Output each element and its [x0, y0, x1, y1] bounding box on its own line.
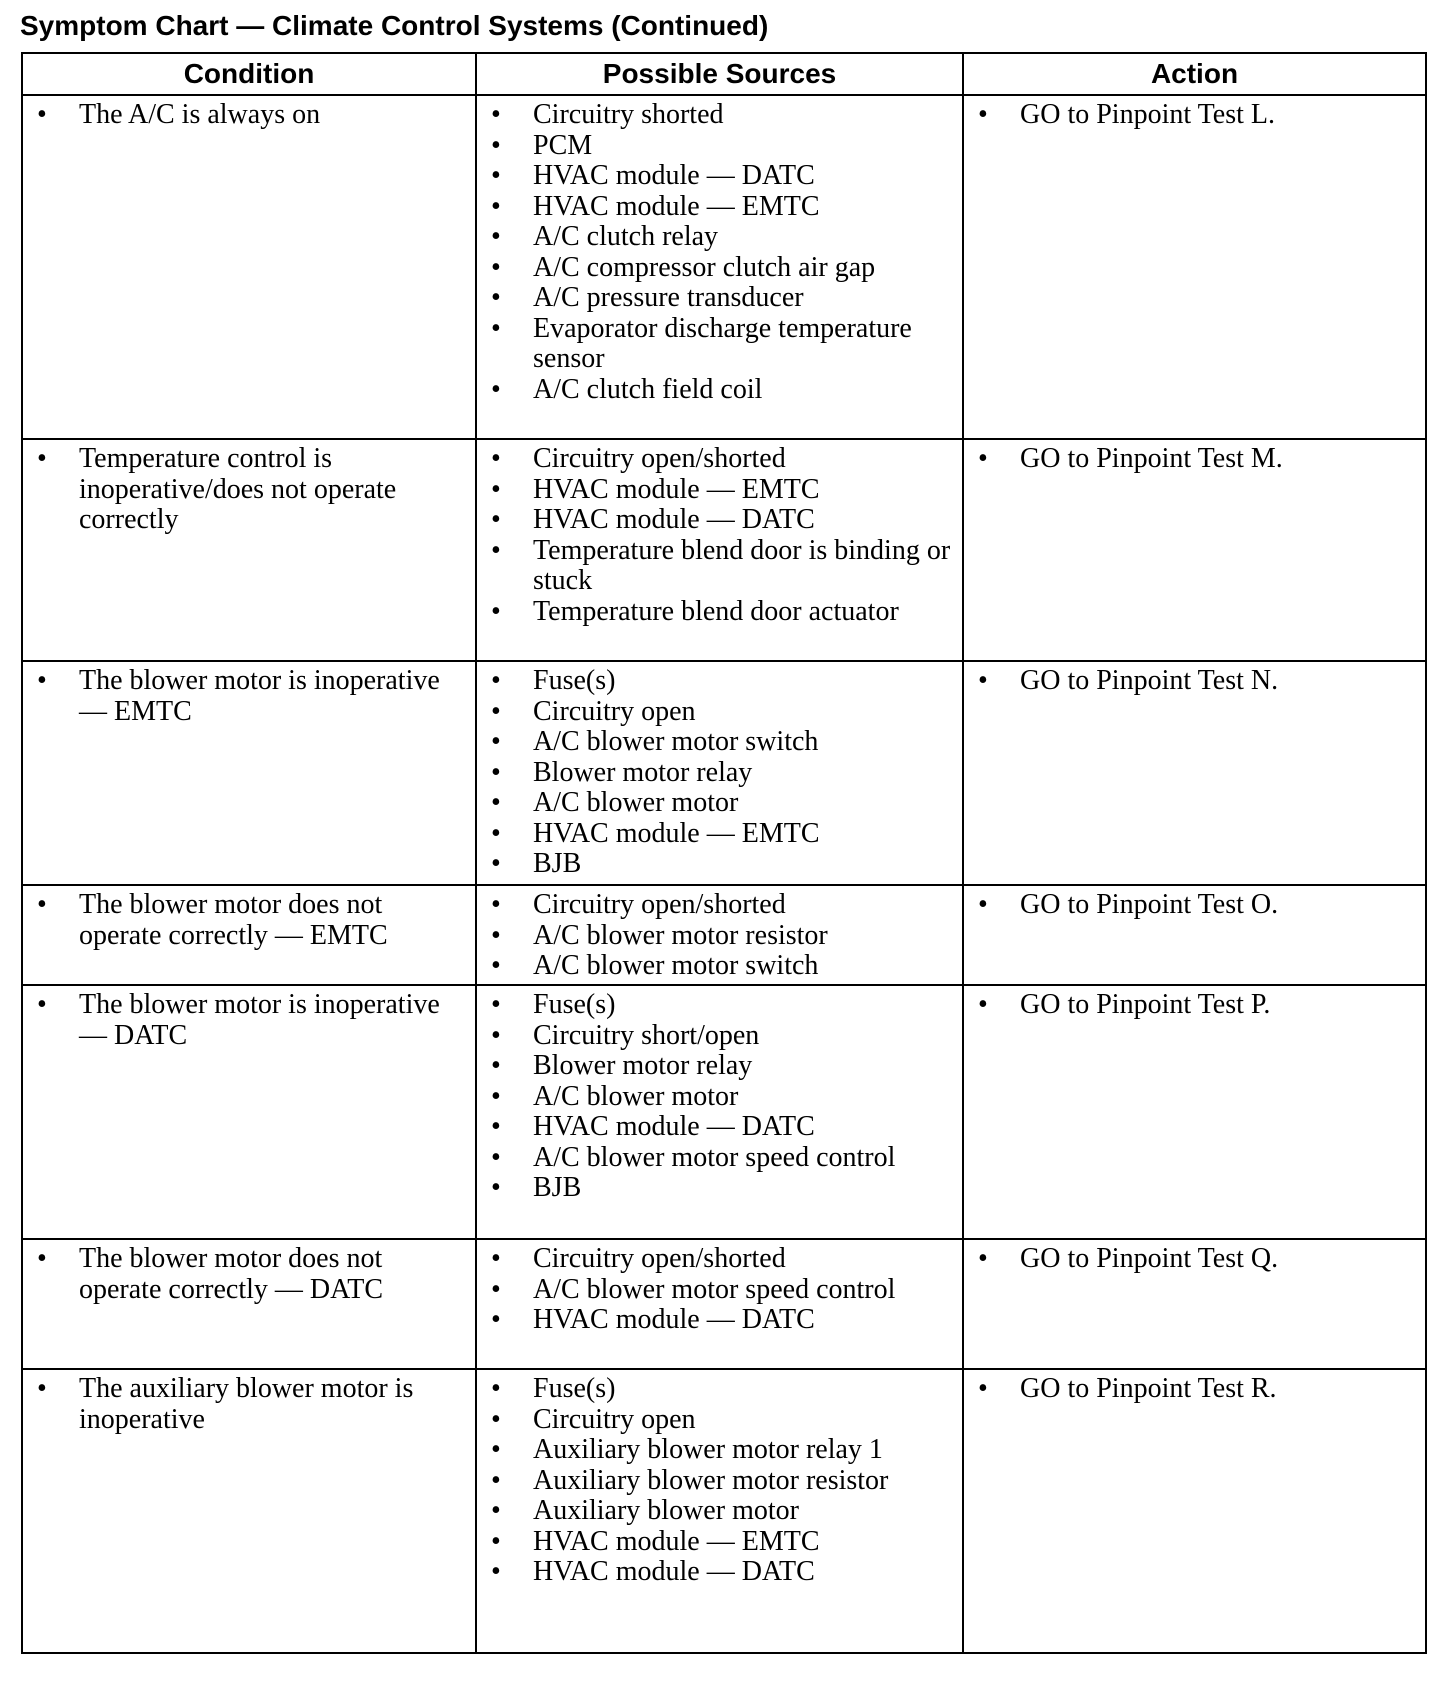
source-item: • A/C blower motor: [477, 788, 954, 819]
source-item: • Evaporator discharge temperature sensor: [477, 314, 954, 375]
possible-sources-cell: [476, 885, 963, 985]
source-item: • A/C pressure transducer: [477, 283, 954, 314]
source-item: • A/C blower motor: [477, 1082, 954, 1113]
condition-text: • The blower motor does not operate correctly — DATC: [23, 1244, 467, 1305]
source-item: • Fuse(s): [477, 666, 954, 697]
possible-sources-column-header: Possible Sources: [476, 53, 963, 95]
action-cell: [963, 439, 1426, 661]
condition-cell: [22, 95, 476, 439]
source-item: • A/C blower motor resistor: [477, 921, 954, 952]
source-item: • HVAC module — DATC: [477, 1112, 954, 1143]
source-item: • Fuse(s): [477, 990, 954, 1021]
table-row: [22, 1239, 1426, 1369]
page-title: Symptom Chart — Climate Control Systems (Continued): [20, 10, 769, 41]
table-row: [22, 661, 1426, 885]
condition-text: • The blower motor is inoperative — EMTC: [23, 666, 467, 727]
source-item: • HVAC module — DATC: [477, 161, 954, 192]
action-text: • GO to Pinpoint Test N.: [964, 666, 1417, 697]
source-item: • Blower motor relay: [477, 758, 954, 789]
source-item: • HVAC module — DATC: [477, 1557, 954, 1588]
source-item: • HVAC module — EMTC: [477, 819, 954, 850]
action-column-header: Action: [963, 53, 1426, 95]
action-text: • GO to Pinpoint Test R.: [964, 1374, 1417, 1405]
source-item: • Circuitry shorted: [477, 100, 954, 131]
source-item: • Circuitry open: [477, 1405, 954, 1436]
source-item: • Circuitry open/shorted: [477, 444, 954, 475]
action-cell: [963, 985, 1426, 1239]
possible-sources-cell: [476, 95, 963, 439]
table-row: [22, 1369, 1426, 1653]
condition-cell: [22, 885, 476, 985]
condition-column-header: Condition: [22, 53, 476, 95]
source-item: • HVAC module — EMTC: [477, 1527, 954, 1558]
condition-cell: [22, 1239, 476, 1369]
action-cell: [963, 885, 1426, 985]
source-item: • Circuitry open/shorted: [477, 890, 954, 921]
condition-cell: [22, 985, 476, 1239]
action-cell: [963, 95, 1426, 439]
condition-text: • The auxiliary blower motor is inoperative: [23, 1374, 467, 1435]
source-item: • Circuitry short/open: [477, 1021, 954, 1052]
condition-text: • The blower motor is inoperative — DATC: [23, 990, 467, 1051]
action-text: • GO to Pinpoint Test Q.: [964, 1244, 1417, 1275]
source-item: • A/C clutch relay: [477, 222, 954, 253]
table-header-row: [22, 53, 1426, 95]
source-item: • Blower motor relay: [477, 1051, 954, 1082]
action-text: • GO to Pinpoint Test L.: [964, 100, 1417, 131]
action-cell: [963, 1239, 1426, 1369]
symptom-chart-table: [21, 52, 1427, 1654]
action-text: • GO to Pinpoint Test P.: [964, 990, 1417, 1021]
source-item: • Auxiliary blower motor relay 1: [477, 1435, 954, 1466]
condition-text: • Temperature control is inoperative/does not operate correctly: [23, 444, 467, 536]
source-item: • Temperature blend door is binding or stuck: [477, 536, 954, 597]
action-text: • GO to Pinpoint Test O.: [964, 890, 1417, 921]
source-item: • PCM: [477, 131, 954, 162]
action-cell: [963, 1369, 1426, 1653]
source-item: • Auxiliary blower motor resistor: [477, 1466, 954, 1497]
source-item: • HVAC module — DATC: [477, 1305, 954, 1336]
source-item: • HVAC module — DATC: [477, 505, 954, 536]
source-item: • A/C clutch field coil: [477, 375, 954, 406]
source-item: • A/C blower motor speed control: [477, 1143, 954, 1174]
condition-cell: [22, 1369, 476, 1653]
source-item: • Circuitry open/shorted: [477, 1244, 954, 1275]
source-item: • A/C blower motor speed control: [477, 1275, 954, 1306]
possible-sources-cell: [476, 985, 963, 1239]
condition-text: • The blower motor does not operate correctly — EMTC: [23, 890, 467, 951]
table-row: [22, 885, 1426, 985]
source-item: • Circuitry open: [477, 697, 954, 728]
table-row: [22, 95, 1426, 439]
source-item: • A/C blower motor switch: [477, 727, 954, 758]
condition-text: • The A/C is always on: [23, 100, 467, 131]
condition-cell: [22, 439, 476, 661]
possible-sources-cell: [476, 1369, 963, 1653]
source-item: • BJB: [477, 849, 954, 880]
possible-sources-cell: [476, 661, 963, 885]
source-item: • Auxiliary blower motor: [477, 1496, 954, 1527]
source-item: • Fuse(s): [477, 1374, 954, 1405]
action-text: • GO to Pinpoint Test M.: [964, 444, 1417, 475]
possible-sources-cell: [476, 1239, 963, 1369]
table-row: [22, 985, 1426, 1239]
source-item: • HVAC module — EMTC: [477, 475, 954, 506]
table-row: [22, 439, 1426, 661]
action-cell: [963, 661, 1426, 885]
condition-cell: [22, 661, 476, 885]
source-item: • Temperature blend door actuator: [477, 597, 954, 628]
source-item: • A/C blower motor switch: [477, 951, 954, 982]
source-item: • HVAC module — EMTC: [477, 192, 954, 223]
source-item: • A/C compressor clutch air gap: [477, 253, 954, 284]
possible-sources-cell: [476, 439, 963, 661]
source-item: • BJB: [477, 1173, 954, 1204]
